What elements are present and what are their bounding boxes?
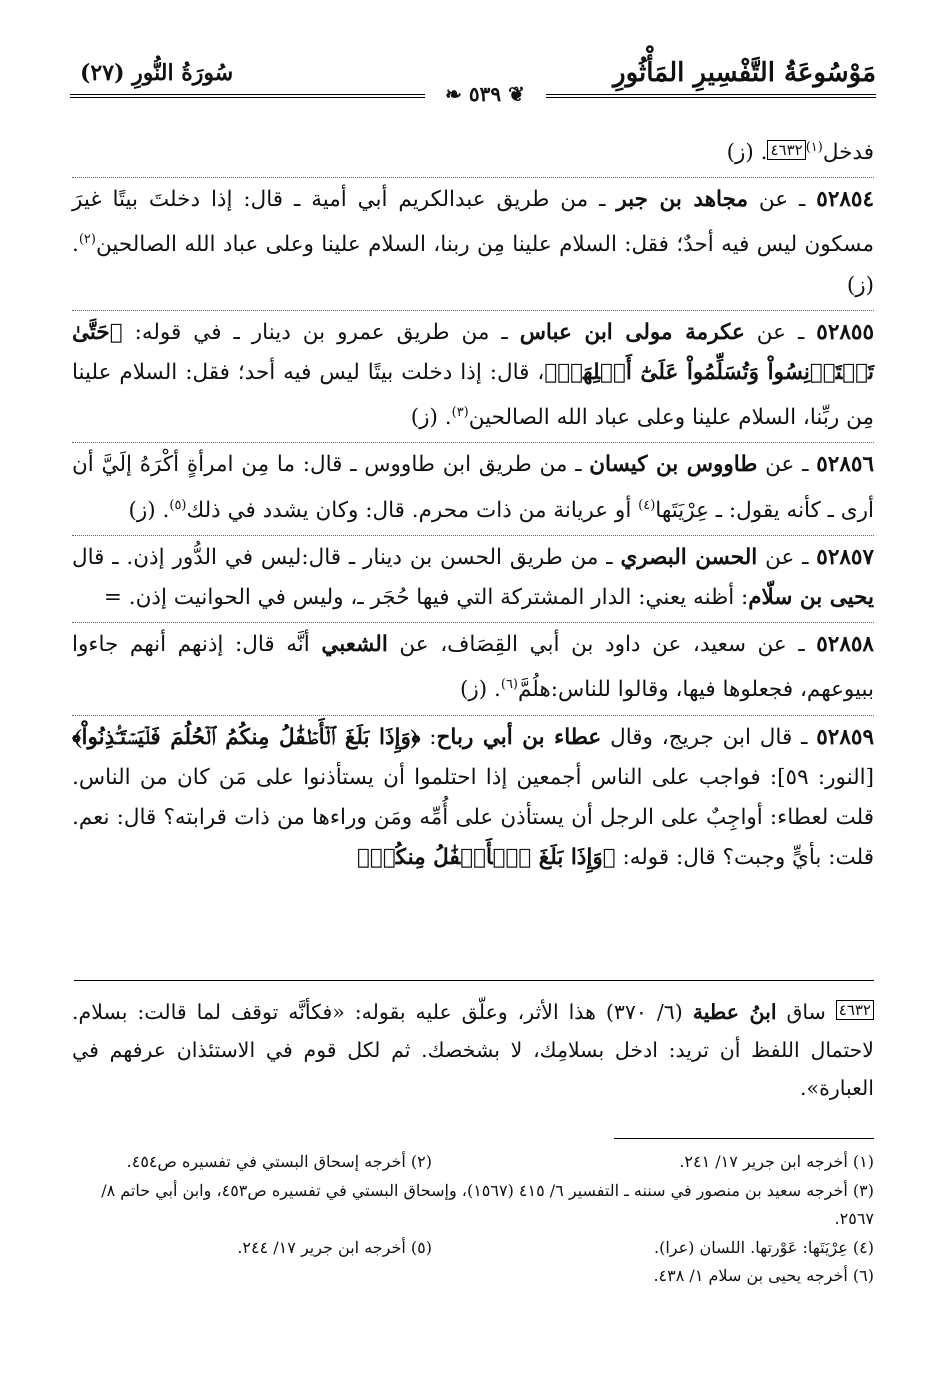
footnote-marker[interactable]: (٥)	[169, 497, 187, 513]
footnote-2: (٢) أخرجه إسحاق البستي في تفسيره ص٤٥٤.	[126, 1152, 432, 1171]
para-text: . (ز)	[726, 140, 768, 165]
footnote-marker[interactable]: (١)	[805, 140, 823, 155]
para-text: ـ من طريق الحسن بن دينار ـ قال:ليس في الدُّور إذن. ـ قال	[72, 544, 621, 570]
athar-number: ٥٢٨٥٥	[816, 319, 875, 345]
header-rule-left	[70, 94, 425, 98]
para-text: [النور: ٥٩]: فواجب على الناس أجمعين إذا احتلموا أن يستأذنوا على مَن كان من الناس. قلت لعطاء: أواجِبٌ على الرجل أن يستأذن على أُمِّه ومَن وراءها من ذات قرابته؟ قال: نعم. قلت: بأيٍّ وجبت؟ قال: قوله:	[72, 764, 875, 871]
footnote-marker[interactable]: (٢)	[78, 232, 96, 248]
book-title: مَوْسُوعَةُ التَّفْسِيرِ المَأْثُورِ	[613, 58, 876, 88]
para-text: أو عريانة من ذات محرم. قال: وكان يشدد في ذلك	[186, 497, 639, 523]
footnote-row	[72, 1234, 874, 1263]
header-rule-right	[546, 94, 876, 98]
ornament-left-icon: ❦	[508, 82, 525, 106]
scholar-name: ابنُ عطية	[692, 1000, 777, 1024]
para-text: ـ عن	[748, 187, 817, 213]
footnote-row	[72, 1148, 874, 1177]
note-text: ساق	[776, 1000, 836, 1024]
narrator-name: طاووس بن كيسان	[589, 452, 758, 478]
footnote-5: (٥) أخرجه ابن جرير ١٧/ ٢٤٤.	[237, 1237, 432, 1257]
narrator-name: عطاء بن أبي رباح	[436, 724, 602, 750]
para-text: ، قال: إذا دخلت بيتًا ليس فيه أحد؛ فقل: السلام علينا مِن ربِّنا، السلام علينا وعلى عباد الله الصالحين	[72, 360, 874, 431]
footnote-1: (١) أخرجه ابن جرير ١٧/ ٢٤١.	[679, 1152, 874, 1171]
para-text: فدخل	[822, 140, 874, 165]
para-text: ـ قال ابن جريج، وقال	[601, 724, 817, 750]
athar-number: ٥٢٨٥٩	[816, 724, 874, 750]
para-text: :	[420, 724, 437, 750]
para-text: ـ من طريق ابن طاووس ـ قال: ما مِن امرأةٍ أكْرَهُ إلَيَّ أن أرى ـ كأنه يقول: ـ عِرْيَتَها	[72, 452, 874, 523]
para-text: ـ عن	[757, 452, 817, 478]
footnote-marker[interactable]: (٣)	[451, 405, 469, 421]
quran-verse: ﴿حَتَّىٰ تَسۡتَأۡنِسُواْ وَتُسَلِّمُواْ عَلَىٰٓ أَهۡلِهَاۚ﴾	[72, 319, 874, 386]
para-text: . (ز)	[72, 232, 874, 298]
paragraph-52857	[72, 535, 874, 618]
narrator-name: الحسن البصري	[620, 544, 758, 570]
page-header	[70, 52, 876, 112]
ornament-right-icon: ❧	[445, 82, 462, 106]
para-text: أنَّه قال: إذنهم أنهم جاءوا ببيوعهم، فجعلوها فيها، وقالوا للناس:هلُمَّ	[72, 632, 874, 703]
note-separator	[74, 980, 874, 981]
footnote-marker[interactable]: (٦)	[500, 677, 518, 693]
athar-number: ٥٢٨٥٧	[816, 544, 875, 570]
paragraph-52856	[72, 442, 874, 530]
commentary-note	[72, 993, 874, 1107]
footnote-separator	[614, 1138, 874, 1139]
footnote-3: (٣) أخرجه سعيد بن منصور في سننه ـ التفسير ٦/ ٤١٥ (١٥٦٧)، وإسحاق البستي في تفسيره ص٤٥٣، وابن أبي حاتم ٨/ ٢٥٦٧.	[101, 1180, 874, 1228]
quran-verse: ﴿وَإِذَا بَلَغَ ٱلۡأَطۡفَٰلُ مِنكُمۡ﴾	[357, 845, 616, 871]
paragraph-52855	[72, 310, 874, 439]
narrator-name: عكرمة مولى ابن عباس	[519, 319, 745, 345]
header-rule	[70, 82, 876, 106]
note-text: (٦/ ٣٧٠) هذا الأثر، وعلّق عليه بقوله: «فكأنَّه توقف لما قالت: بسلام. لاحتمال اللفظ أن تريد: ادخل بسلامِك، لا بشخصك. ثم لكل قوم في الاستئذان عرفهم في العبارة».	[72, 1000, 874, 1100]
para-text: ـ من طريق عبدالكريم أبي أمية ـ قال: إذا دخلتَ بيتًا غيرَ مسكون ليس فيه أحدٌ؛ فقل: السلام علينا مِن ربنا، السلام علينا وعلى عباد الله الصالحين	[72, 187, 874, 258]
page-number-text: ٥٣٩	[468, 82, 502, 106]
footnote-6: (٦) أخرجه يحيى بن سلام ١/ ٤٣٨.	[653, 1266, 874, 1285]
paragraph-52854	[72, 177, 874, 306]
para-text: ـ عن	[744, 319, 817, 345]
surah-title: سُورَةُ النُّورِ (٢٧)	[80, 60, 234, 86]
para-text: ـ عن	[757, 544, 817, 570]
commentary-ref-box[interactable]: ٤٦٣٢	[836, 1000, 874, 1020]
page-number	[425, 82, 545, 106]
main-text	[72, 128, 874, 878]
athar-number: ٥٢٨٥٨	[816, 632, 874, 658]
athar-number: ٥٢٨٥٦	[816, 452, 874, 478]
para-text: . (ز)	[410, 405, 452, 431]
para-text: . (ز)	[128, 497, 170, 523]
para-text: ـ عن سعيد، عن داود بن أبي القِصَاف، عن	[387, 632, 817, 658]
footnotes	[72, 1148, 874, 1291]
narrator-name: الشعبي	[321, 632, 388, 658]
footnote-marker[interactable]: (٤)	[638, 497, 656, 513]
footnote-4: (٤) عِرْيَتَها: عَوْرتها. اللسان (عرا).	[654, 1237, 874, 1257]
para-text: ـ من طريق عمرو بن دينار ـ في قوله:	[122, 319, 520, 345]
athar-number: ٥٢٨٥٤	[816, 187, 875, 213]
narrator-name: مجاهد بن جبر	[616, 187, 749, 213]
paragraph-52859	[72, 715, 874, 879]
narrator-name: يحيى بن سلّام	[748, 585, 874, 611]
paragraph-52858	[72, 622, 874, 710]
quran-verse: ﴿وَإِذَا بَلَغَ ٱلۡأَطۡفَٰلُ مِنكُمُ ٱلۡحُلُمَ فَلۡيَسۡتَـٔۡذِنُواْ﴾	[72, 724, 421, 750]
paragraph-0	[72, 128, 874, 173]
commentary-ref-box[interactable]: ٤٦٣٢	[767, 140, 805, 160]
para-text: : أظنه يعني: الدار المشتركة التي فيها حُجَر ـ، وليس في الحوانيت إذن. =	[103, 585, 749, 611]
para-text: . (ز)	[460, 677, 501, 703]
